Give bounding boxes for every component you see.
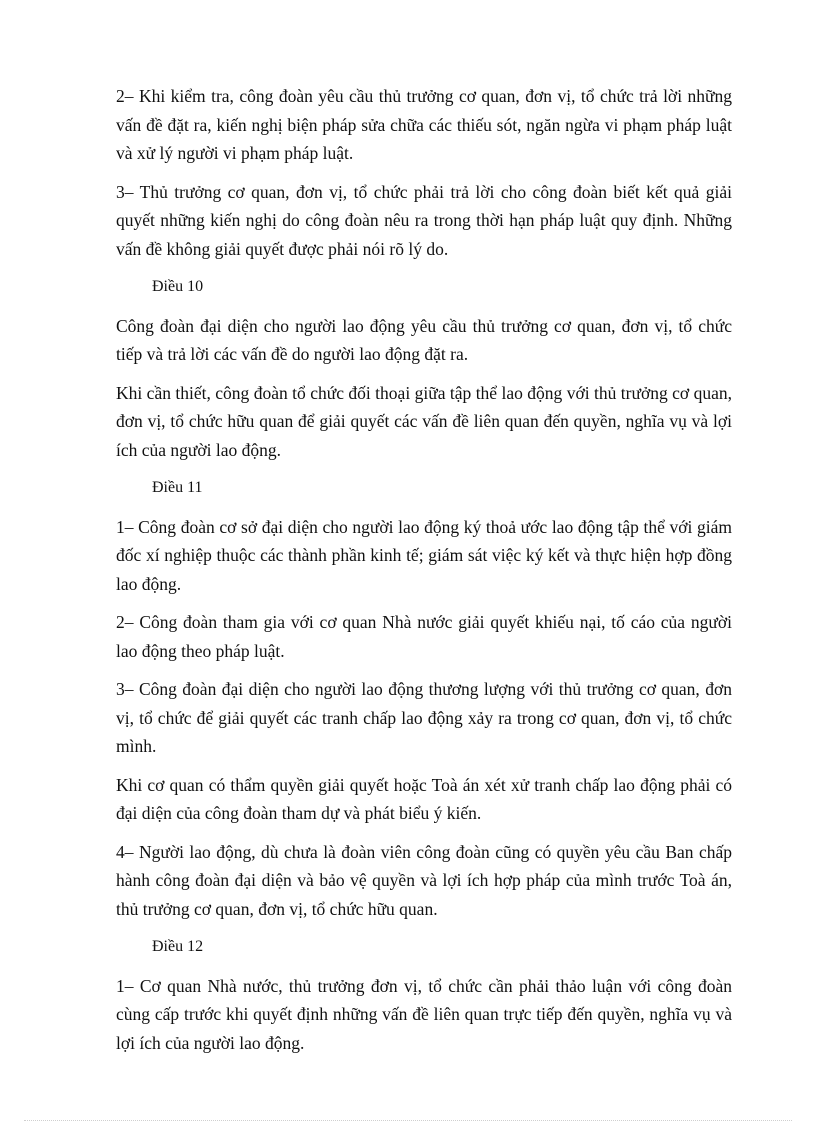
paragraph: 1– Công đoàn cơ sở đại diện cho người lao động ký thoả ước lao động tập thể với giám đốc xí nghiệp thuộc các thành phần kinh tế; giám sát việc ký kết và thực hiện hợp đồng lao động. [116,516,732,594]
article-heading: Điều 12 [152,938,204,955]
paragraph: 2– Khi kiểm tra, công đoàn yêu cầu thủ trưởng cơ quan, đơn vị, tổ chức trả lời những vấn đề đặt ra, kiến nghị biện pháp sửa chữa các thiếu sót, ngăn ngừa vi phạm pháp luật và xử lý người vi phạm pháp luật. [116,86,732,163]
page-bottom-divider [24,1120,792,1121]
paragraph: 3– Công đoàn đại diện cho người lao động thương lượng với thủ trưởng cơ quan, đơn vị, tổ chức để giải quyết các tranh chấp lao động xảy ra trong cơ quan, đơn vị, tổ chức mình. [116,679,732,756]
paragraph: Khi cần thiết, công đoàn tổ chức đối thoại giữa tập thể lao động với thủ trưởng cơ quan, đơn vị, tổ chức hữu quan để giải quyết các vấn đề liên quan đến quyền, nghĩa vụ và lợi ích của người lao động. [116,382,732,460]
paragraph: 2– Công đoàn tham gia với cơ quan Nhà nước giải quyết khiếu nại, tố cáo của người lao động theo pháp luật. [116,612,732,661]
paragraph: Công đoàn đại diện cho người lao động yêu cầu thủ trưởng cơ quan, đơn vị, tổ chức tiếp và trả lời các vấn đề do người lao động đặt ra. [116,315,732,364]
paragraph: Khi cơ quan có thẩm quyền giải quyết hoặc Toà án xét xử tranh chấp lao động phải có đại diện của công đoàn tham dự và phát biểu ý kiến. [116,774,732,823]
paragraph: 3– Thủ trưởng cơ quan, đơn vị, tổ chức phải trả lời cho công đoàn biết kết quả giải quyết những kiến nghị do công đoàn nêu ra trong thời hạn pháp luật quy định. Những vấn đề không giải quyết được phải nói rõ lý do. [116,181,732,259]
paragraph: 1– Cơ quan Nhà nước, thủ trưởng đơn vị, tổ chức cần phải thảo luận với công đoàn cùng cấp trước khi quyết định những vấn đề liên quan trực tiếp đến quyền, nghĩa vụ và lợi ích của người lao động. [116,975,732,1053]
article-heading: Điều 11 [152,479,203,496]
article-heading: Điều 10 [152,278,204,295]
document-body [116,82,732,1067]
paragraph: 4– Người lao động, dù chưa là đoàn viên công đoàn cũng có quyền yêu cầu Ban chấp hành công đoàn đại diện và bảo vệ quyền và lợi ích hợp pháp của mình trước Toà án, thủ trưởng cơ quan, đơn vị, tổ chức hữu quan. [116,841,732,919]
